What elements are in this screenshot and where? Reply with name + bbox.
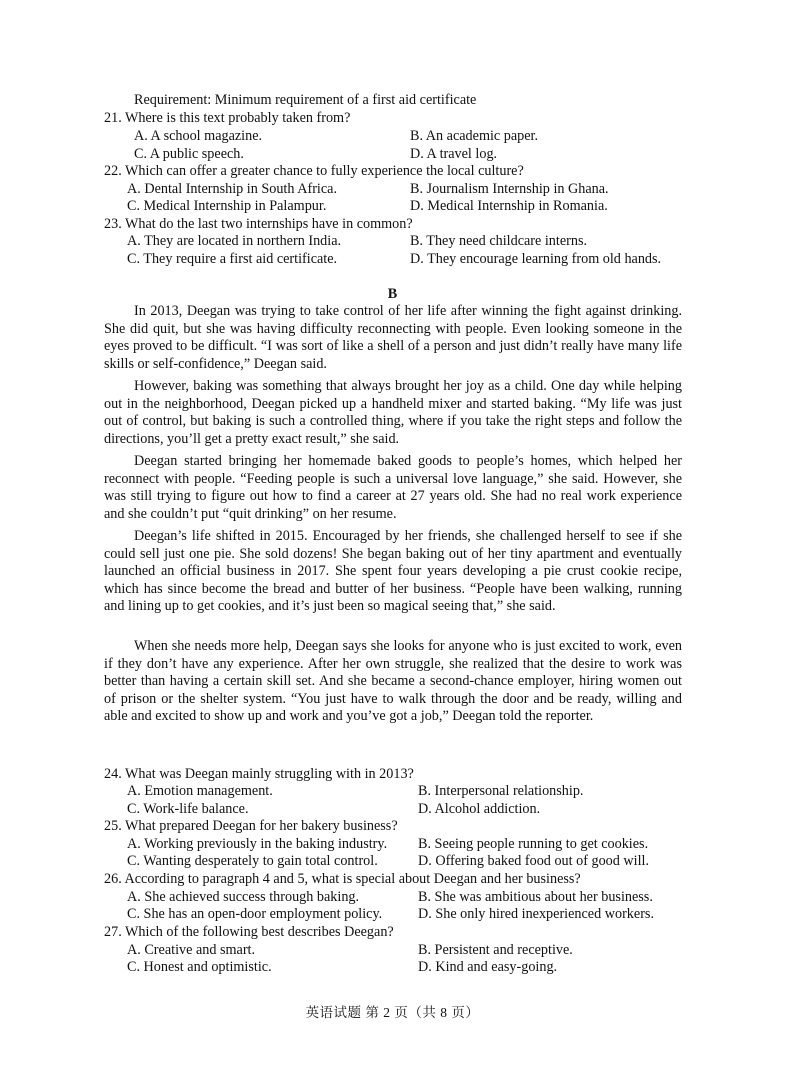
page-footer: 英语试题 第 2 页（共 8 页） (305, 1005, 480, 1020)
question-26-option-d: D. She only hired inexperienced workers. (418, 906, 654, 922)
passage-paragraph-5: When she needs more help, Deegan says she looks for anyone who is just excited to work, even if they don’t have any experience. After her own struggle, she realized that the desire to work was better than having a certain skill set. And she became a second-chance employer, hiring women out of prison or the shelter system. “You just have to walk through the door and be ready, willing and able and excited to show up and work and you’ve got a job,” Deegan told the reporter. (104, 638, 682, 725)
passage-paragraph-4: Deegan’s life shifted in 2015. Encouraged by her friends, she challenged herself to see if she could sell just one pie. She sold dozens! She began baking out of her tiny apartment and eventually launched an official business in 2017. She spent four years developing a pie crust cookie recipe, which has since become the bread and butter of her business. “People have been walking, running and lining up to get cookies, and it’s just been so magical seeing that,” she said. (104, 528, 682, 615)
question-26-option-c: C. She has an open-door employment policy. (127, 906, 383, 922)
question-23-option-c: C. They require a first aid certificate. (127, 251, 338, 267)
question-25-option-c: C. Wanting desperately to gain total control. (127, 853, 378, 869)
question-23-option-d: D. They encourage learning from old hands. (410, 251, 662, 267)
question-21-option-a: A. A school magazine. (134, 128, 263, 144)
question-21-option-b: B. An academic paper. (410, 128, 539, 144)
question-22-option-d: D. Medical Internship in Romania. (410, 198, 608, 214)
question-24-option-c: C. Work-life balance. (127, 801, 249, 817)
passage-paragraph-3: Deegan started bringing her homemade baked goods to people’s homes, which helped her reconnect with people. “Feeding people is such a universal love language,” she said. However, she was still trying to figure out how to find a career at 27 years old. She had no real work experience and she couldn’t put “quit drinking” on her resume. (104, 453, 682, 522)
question-27-option-c: C. Honest and optimistic. (127, 959, 272, 975)
question-24-option-d: D. Alcohol addiction. (418, 801, 541, 817)
question-22-option-c: C. Medical Internship in Palampur. (127, 198, 327, 214)
question-27-option-b: B. Persistent and receptive. (418, 942, 573, 958)
question-26-option-a: A. She achieved success through baking. (127, 889, 360, 905)
question-27-stem: 27. Which of the following best describes Deegan? (104, 924, 394, 940)
question-26-option-b: B. She was ambitious about her business. (418, 889, 653, 905)
question-22-stem: 22. Which can offer a greater chance to fully experience the local culture? (104, 163, 524, 179)
passage-paragraph-2: However, baking was something that always brought her joy as a child. One day while helping out in the neighborhood, Deegan picked up a handheld mixer and started baking. “My life was just out of control, but baking is such a controlled thing, where if you take the right steps and follow the directions, you’ll get a pretty exact result,” she said. (104, 378, 682, 447)
question-23-stem: 23. What do the last two internships have in common? (104, 216, 413, 232)
question-23-option-b: B. They need childcare interns. (410, 233, 588, 249)
question-24-option-b: B. Interpersonal relationship. (418, 783, 584, 799)
question-25-stem: 25. What prepared Deegan for her bakery business? (104, 818, 398, 834)
question-22-option-a: A. Dental Internship in South Africa. (127, 181, 338, 197)
question-27-option-d: D. Kind and easy-going. (418, 959, 558, 975)
question-25-option-a: A. Working previously in the baking industry. (127, 836, 388, 852)
question-21-stem: 21. Where is this text probably taken from? (104, 110, 351, 126)
question-21-option-d: D. A travel log. (410, 146, 498, 162)
passage-paragraph-1: In 2013, Deegan was trying to take control of her life after winning the fight against drinking. She did quit, but she was having difficulty reconnecting with people. Even looking someone in the eyes proved to be difficult. “I was sort of like a shell of a person and just didn’t really have many life skills or self-confidence,” Deegan said. (104, 303, 682, 372)
question-24-option-a: A. Emotion management. (127, 783, 273, 799)
question-27-option-a: A. Creative and smart. (127, 942, 256, 958)
question-26-stem: 26. According to paragraph 4 and 5, what is special about Deegan and her business? (104, 871, 581, 887)
section-b-title: B (387, 286, 398, 302)
question-25-option-b: B. Seeing people running to get cookies. (418, 836, 649, 852)
question-24-stem: 24. What was Deegan mainly struggling with in 2013? (104, 766, 414, 782)
question-22-option-b: B. Journalism Internship in Ghana. (410, 181, 609, 197)
question-23-option-a: A. They are located in northern India. (127, 233, 342, 249)
question-21-option-c: C. A public speech. (134, 146, 244, 162)
question-25-option-d: D. Offering baked food out of good will. (418, 853, 650, 869)
requirement-line: Requirement: Minimum requirement of a first aid certificate (134, 92, 477, 108)
